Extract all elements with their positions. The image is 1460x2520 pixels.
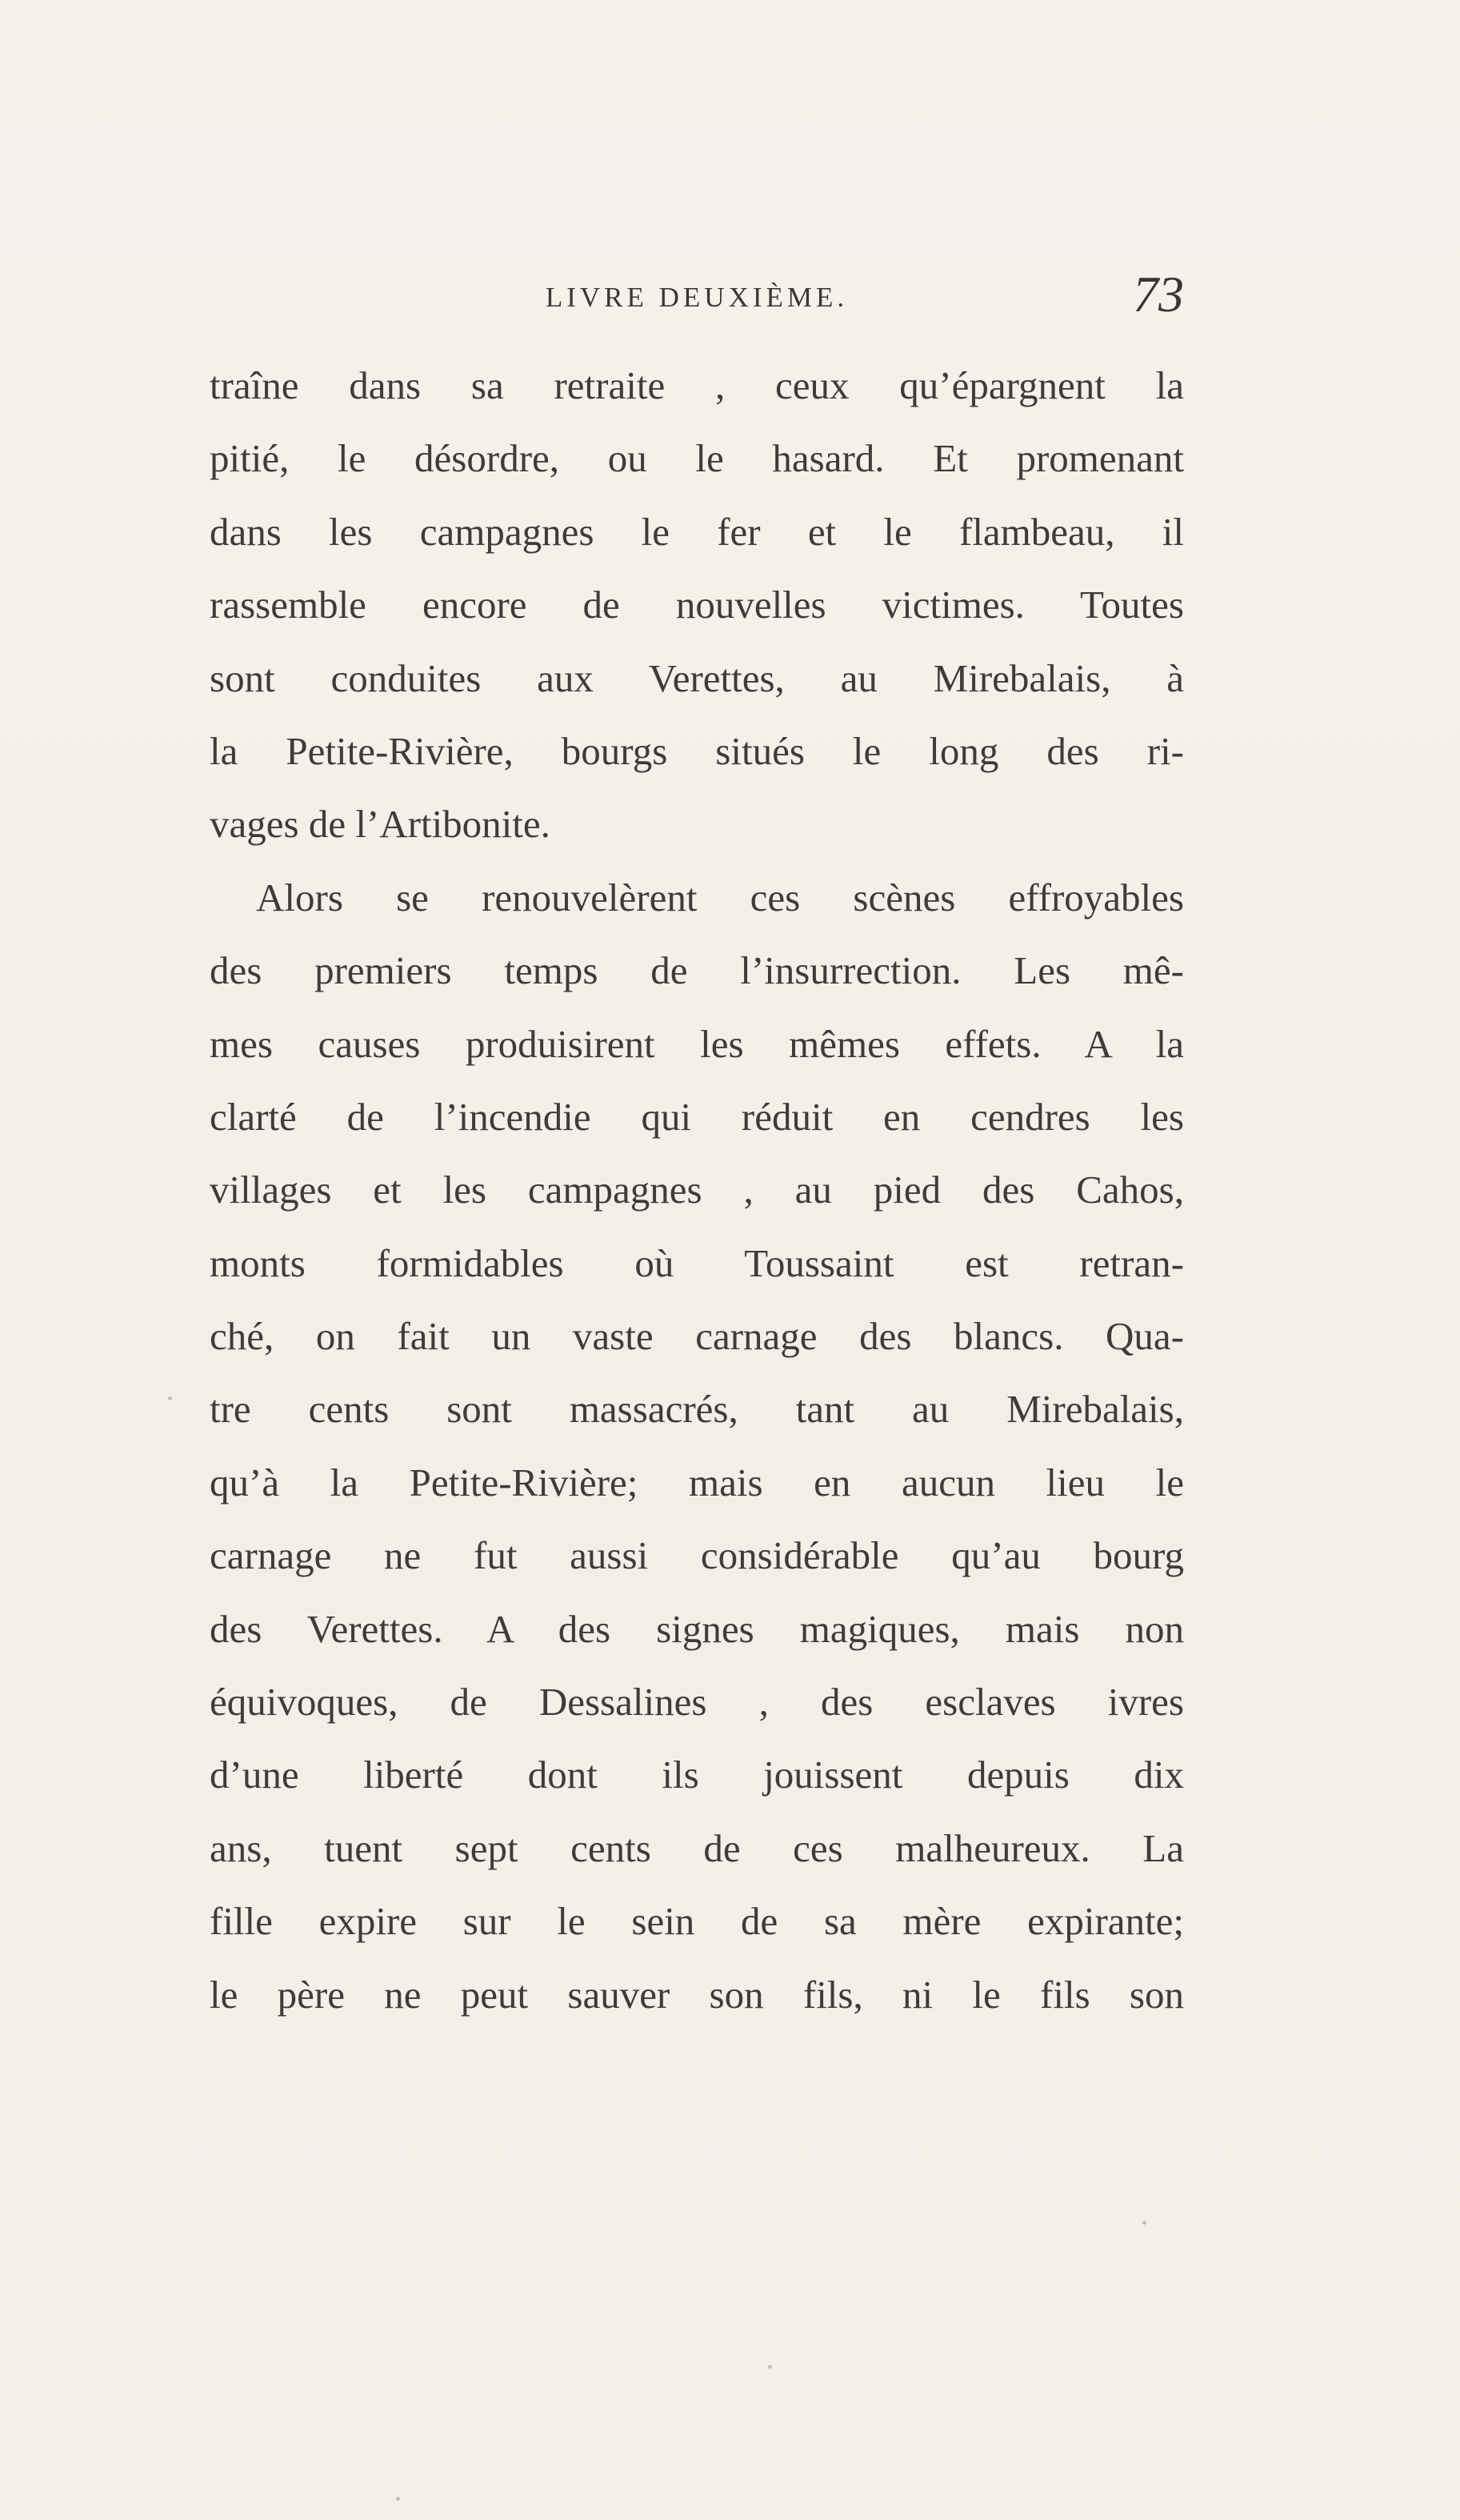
text-line: mes causes produisirent les mêmes effets. A la bbox=[210, 1021, 1184, 1066]
running-head bbox=[210, 266, 1184, 341]
text-line: sont conduites aux Verettes, au Mirebalais, à bbox=[210, 655, 1184, 700]
text-line: rassemble encore de nouvelles victimes. Toutes bbox=[210, 583, 1184, 627]
page-number: 73 bbox=[1133, 266, 1184, 323]
text-line: qu’à la Petite-Rivière; mais en aucun lieu le bbox=[210, 1460, 1184, 1504]
text-line: tre cents sont massacrés, tant au Mirebalais, bbox=[210, 1387, 1184, 1432]
text-line: ans, tuent sept cents de ces malheureux. La bbox=[210, 1825, 1184, 1870]
text-line: carnage ne fut aussi considérable qu’au bourg bbox=[210, 1533, 1184, 1578]
text-line: villages et les campagnes , au pied des Cahos, bbox=[210, 1168, 1184, 1212]
text-line: équivoques, de Dessalines , des esclaves ivres bbox=[210, 1680, 1184, 1725]
text-line: clarté de l’incendie qui réduit en cendres les bbox=[210, 1094, 1184, 1139]
text-line: fille expire sur le sein de sa mère expirante; bbox=[210, 1899, 1184, 1944]
paper-speck bbox=[396, 2497, 400, 2501]
text-line: le père ne peut sauver son fils, ni le fils son bbox=[210, 1972, 1184, 2017]
body-text bbox=[210, 349, 1184, 2031]
text-line: d’une liberté dont ils jouissent depuis dix bbox=[210, 1753, 1184, 1797]
running-title: LIVRE DEUXIÈME. bbox=[545, 282, 849, 313]
text-line: vages de l’Artibonite. bbox=[210, 802, 550, 847]
text-line: des Verettes. A des signes magiques, mais non bbox=[210, 1606, 1184, 1651]
text-line: dans les campagnes le fer et le flambeau, il bbox=[210, 509, 1184, 554]
text-line: pitié, le désordre, ou le hasard. Et promenant bbox=[210, 436, 1184, 481]
text-line: la Petite-Rivière, bourgs situés le long des ri- bbox=[210, 728, 1184, 773]
text-line: Alors se renouvelèrent ces scènes effroyables bbox=[256, 875, 1184, 919]
text-line: des premiers temps de l’insurrection. Les mê- bbox=[210, 948, 1184, 993]
text-line: traîne dans sa retraite , ceux qu’épargnent la bbox=[210, 363, 1184, 407]
text-line: monts formidables où Toussaint est retran- bbox=[210, 1240, 1184, 1285]
paper-speck bbox=[168, 1396, 172, 1400]
paper-speck bbox=[768, 2365, 772, 2369]
paper-speck bbox=[1142, 2221, 1146, 2225]
text-line: ché, on fait un vaste carnage des blancs. Qua- bbox=[210, 1314, 1184, 1359]
